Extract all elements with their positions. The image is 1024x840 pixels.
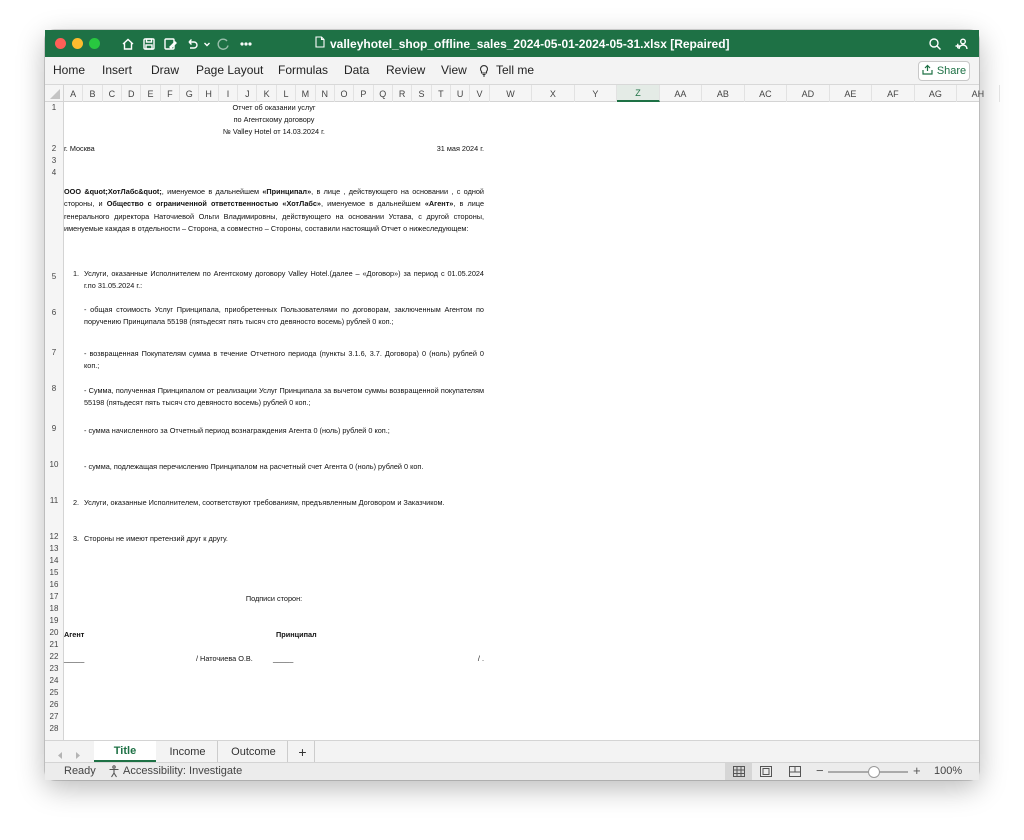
item-1-text: Услуги, оказанные Исполнителем по Агентскому договору Valley Hotel.(далее – «Договор») за период с 01.05.2024 г.по 31.05.2024 г.: [84, 269, 484, 290]
search-icon[interactable] [927, 35, 943, 52]
close-window-button[interactable] [55, 38, 66, 49]
intro-agent-name: Общество с ограниченной ответственностью «ХотЛабс» [106, 199, 321, 209]
row-header-12[interactable]: 12 [49, 532, 59, 541]
intro-principal-term: «Принципал» [262, 187, 312, 196]
document-icon [315, 36, 325, 51]
accessibility-icon[interactable] [108, 765, 120, 781]
row-header-21[interactable]: 21 [49, 640, 59, 649]
row-header-11[interactable]: 11 [49, 496, 59, 505]
column-header-x[interactable]: X [532, 85, 575, 102]
column-header-i[interactable]: I [219, 85, 238, 102]
row-header-10[interactable]: 10 [49, 460, 59, 469]
column-header-ag[interactable]: AG [915, 85, 958, 102]
doc-heading-1: Отчет об оказании услуг [232, 103, 316, 112]
principal-label: Принципал [276, 630, 317, 639]
tab-review[interactable]: Review [386, 63, 426, 77]
row-header-6[interactable]: 6 [51, 308, 57, 317]
status-bar [45, 762, 979, 780]
excel-window [45, 30, 985, 780]
item-3-text: Стороны не имеют претензий друг к другу. [84, 534, 228, 543]
column-header-u[interactable]: U [451, 85, 470, 102]
intro-principal-name: ООО &quot;ХотЛабс&quot; [64, 187, 162, 196]
row-header-15[interactable]: 15 [49, 568, 59, 577]
row-header-28[interactable]: 28 [49, 724, 59, 733]
doc-city: г. Москва [64, 144, 95, 153]
column-header-ae[interactable]: AE [830, 85, 873, 102]
sub-item-total-cost: - общая стоимость Услуг Принципала, приобретенных Пользователями по договорам, заключенным Агентом по поручению Принципала 55198 (пятьдесят пять тысяч сто девяносто восемь) рублей 0 коп.; [84, 305, 484, 326]
save-icon[interactable] [141, 35, 157, 52]
agent-signature-line: _____ [64, 654, 85, 663]
row-header-3[interactable]: 3 [51, 156, 57, 165]
zoom-slider-thumb[interactable] [868, 766, 880, 778]
column-header-n[interactable]: N [316, 85, 335, 102]
share-label: Share [936, 65, 967, 77]
column-header-k[interactable]: K [258, 85, 277, 102]
row-header-22[interactable]: 22 [49, 652, 59, 661]
page-layout-view-icon[interactable] [760, 766, 772, 780]
account-icon[interactable] [953, 35, 969, 52]
item-3-number: 3. [73, 534, 80, 543]
tab-formulas[interactable]: Formulas [278, 63, 329, 77]
column-header-e[interactable]: E [141, 85, 160, 102]
redo-icon[interactable] [215, 35, 231, 52]
column-header-ac[interactable]: AC [745, 85, 788, 102]
column-header-m[interactable]: M [296, 85, 315, 102]
column-header-j[interactable]: J [238, 85, 257, 102]
row-header-18[interactable]: 18 [49, 604, 59, 613]
window-title [315, 36, 730, 51]
tab-page-layout[interactable]: Page Layout [196, 63, 264, 77]
item-2-number: 2. [73, 498, 80, 507]
column-header-f[interactable]: F [161, 85, 180, 102]
agent-signature-name: / Наточиева О.В. [196, 654, 253, 663]
agent-label: Агент [64, 630, 85, 639]
column-header-o[interactable]: O [335, 85, 354, 102]
row-header-27[interactable]: 27 [49, 712, 59, 721]
row-header-24[interactable]: 24 [49, 676, 59, 685]
column-header-p[interactable]: P [354, 85, 373, 102]
principal-signature-line: _____ [273, 654, 294, 663]
column-header-ah[interactable]: AH [957, 85, 1000, 102]
share-button[interactable] [918, 61, 970, 81]
column-header-b[interactable]: B [83, 85, 102, 102]
tab-data[interactable]: Data [344, 63, 370, 77]
normal-view-icon[interactable] [725, 763, 752, 780]
column-header-q[interactable]: Q [374, 85, 393, 102]
accessibility-status[interactable]: Accessibility: Investigate [123, 765, 243, 777]
undo-icon[interactable] [184, 35, 200, 52]
column-header-a[interactable]: A [64, 85, 83, 102]
sheet-tab-income[interactable]: Income [158, 741, 218, 762]
row-header-16[interactable]: 16 [49, 580, 59, 589]
row-header-1[interactable]: 1 [51, 103, 57, 112]
minimize-window-button[interactable] [72, 38, 83, 49]
row-header-7[interactable]: 7 [51, 348, 57, 357]
zoom-slider[interactable] [828, 771, 908, 773]
principal-signature-name: / . [477, 654, 484, 663]
item-2-text: Услуги, оказанные Исполнителем, соответствуют требованиям, предъявленным Договором и Заказчиком. [84, 498, 445, 507]
status-ready: Ready [64, 765, 96, 777]
doc-intro-paragraph [64, 186, 484, 235]
column-header-y[interactable]: Y [575, 85, 618, 102]
column-header-aa[interactable]: AA [660, 85, 703, 102]
doc-heading-2: по Агентскому договору [233, 115, 315, 124]
zoom-window-button[interactable] [89, 38, 100, 49]
column-header-c[interactable]: C [103, 85, 122, 102]
sub-item-returned: - возвращенная Покупателям сумма в течение Отчетного периода (пункты 3.1.6, 3.7. Договора) 0 (ноль) рублей 0 коп.; [84, 349, 484, 370]
tab-home[interactable]: Home [53, 63, 86, 77]
intro-text-4: , в лице генерального директора Наточиевой Ольги Владимировны, действующего на основании Устава, с другой стороны, именуемые каждая в отдельности – Сторона, а совместно – Стороны, составили настоящий Отчет о нижеследующем: [64, 199, 485, 233]
doc-heading-3: № Valley Hotel от 14.03.2024 г. [223, 127, 325, 136]
column-header-r[interactable]: R [393, 85, 412, 102]
window-title-text: valleyhotel_shop_offline_sales_2024-05-01-2024-05-31.xlsx [Repaired] [330, 36, 730, 51]
column-header-ad[interactable]: AD [787, 85, 830, 102]
row-headers [45, 102, 64, 740]
tell-me-search[interactable]: Tell me [496, 63, 535, 77]
intro-text-2: , в лице , действующего на основании , с одной стороны, и [64, 187, 484, 209]
zoom-level[interactable]: 100% [934, 765, 963, 777]
home-icon[interactable] [120, 35, 136, 52]
sheet-tab-bar [45, 740, 979, 762]
select-all-corner[interactable] [45, 85, 64, 102]
row-header-14[interactable]: 14 [49, 556, 59, 565]
column-header-s[interactable]: S [412, 85, 431, 102]
intro-text-3: , именуемое в дальнейшем [320, 199, 425, 209]
intro-agent-term: «Агент» [424, 199, 454, 209]
row-header-20[interactable]: 20 [49, 628, 59, 637]
column-header-l[interactable]: L [277, 85, 296, 102]
column-header-d[interactable]: D [122, 85, 141, 102]
sheet-tab-outcome[interactable]: Outcome [220, 741, 288, 762]
row-header-4[interactable]: 4 [51, 168, 57, 177]
sheet-tab-title[interactable]: Title [94, 741, 156, 762]
row-header-5[interactable]: 5 [51, 272, 57, 281]
cell-grid[interactable] [64, 102, 979, 740]
ribbon-tabs [45, 57, 979, 85]
row-header-9[interactable]: 9 [51, 424, 57, 433]
item-1-number: 1. [73, 269, 80, 278]
column-header-g[interactable]: G [180, 85, 199, 102]
column-headers [45, 85, 985, 102]
add-sheet-button[interactable]: + [291, 741, 315, 762]
row-header-23[interactable]: 23 [49, 664, 59, 673]
doc-date: 31 мая 2024 г. [436, 144, 484, 153]
signatures-heading: Подписи сторон: [245, 594, 303, 603]
column-header-ab[interactable]: AB [702, 85, 745, 102]
sub-item-received: - Сумма, полученная Принципалом от реализации Услуг Принципала за вычетом суммы возвращенной покупателям 55198 (пятьдесят пять тысяч сто девяносто восемь) рублей 0 коп.; [84, 386, 484, 407]
sub-item-agent-fee: - сумма начисленного за Отчетный период вознаграждения Агента 0 (ноль) рублей 0 коп.; [84, 426, 390, 435]
column-header-v[interactable]: V [470, 85, 489, 102]
column-header-af[interactable]: AF [872, 85, 915, 102]
sub-item-transfer: - сумма, подлежащая перечислению Принципалом на расчетный счет Агента 0 (ноль) рублей 0 коп. [84, 462, 424, 471]
row-header-19[interactable]: 19 [49, 616, 59, 625]
undo-dropdown-chevron-icon[interactable] [202, 35, 211, 52]
save-as-icon[interactable] [162, 35, 178, 52]
lightbulb-icon [479, 63, 489, 82]
column-header-t[interactable]: T [432, 85, 451, 102]
row-header-13[interactable]: 13 [49, 544, 59, 553]
zoom-in-button[interactable]: + [913, 763, 921, 778]
row-header-2[interactable]: 2 [51, 144, 57, 153]
title-bar [45, 30, 979, 57]
worksheet[interactable] [45, 85, 985, 740]
column-header-z[interactable]: Z [617, 85, 660, 102]
tab-view[interactable]: View [441, 63, 467, 77]
column-header-h[interactable]: H [199, 85, 218, 102]
intro-text-1: , именуемое в дальнейшем [161, 187, 263, 196]
page-break-view-icon[interactable] [789, 766, 801, 780]
share-icon [922, 64, 933, 78]
column-header-w[interactable]: W [490, 85, 533, 102]
tab-draw[interactable]: Draw [151, 63, 180, 77]
zoom-out-button[interactable]: − [816, 763, 824, 778]
row-header-8[interactable]: 8 [51, 384, 57, 393]
row-header-26[interactable]: 26 [49, 700, 59, 709]
row-header-25[interactable]: 25 [49, 688, 59, 697]
more-options-icon[interactable] [238, 35, 254, 52]
row-header-17[interactable]: 17 [49, 592, 59, 601]
tab-insert[interactable]: Insert [102, 63, 133, 77]
